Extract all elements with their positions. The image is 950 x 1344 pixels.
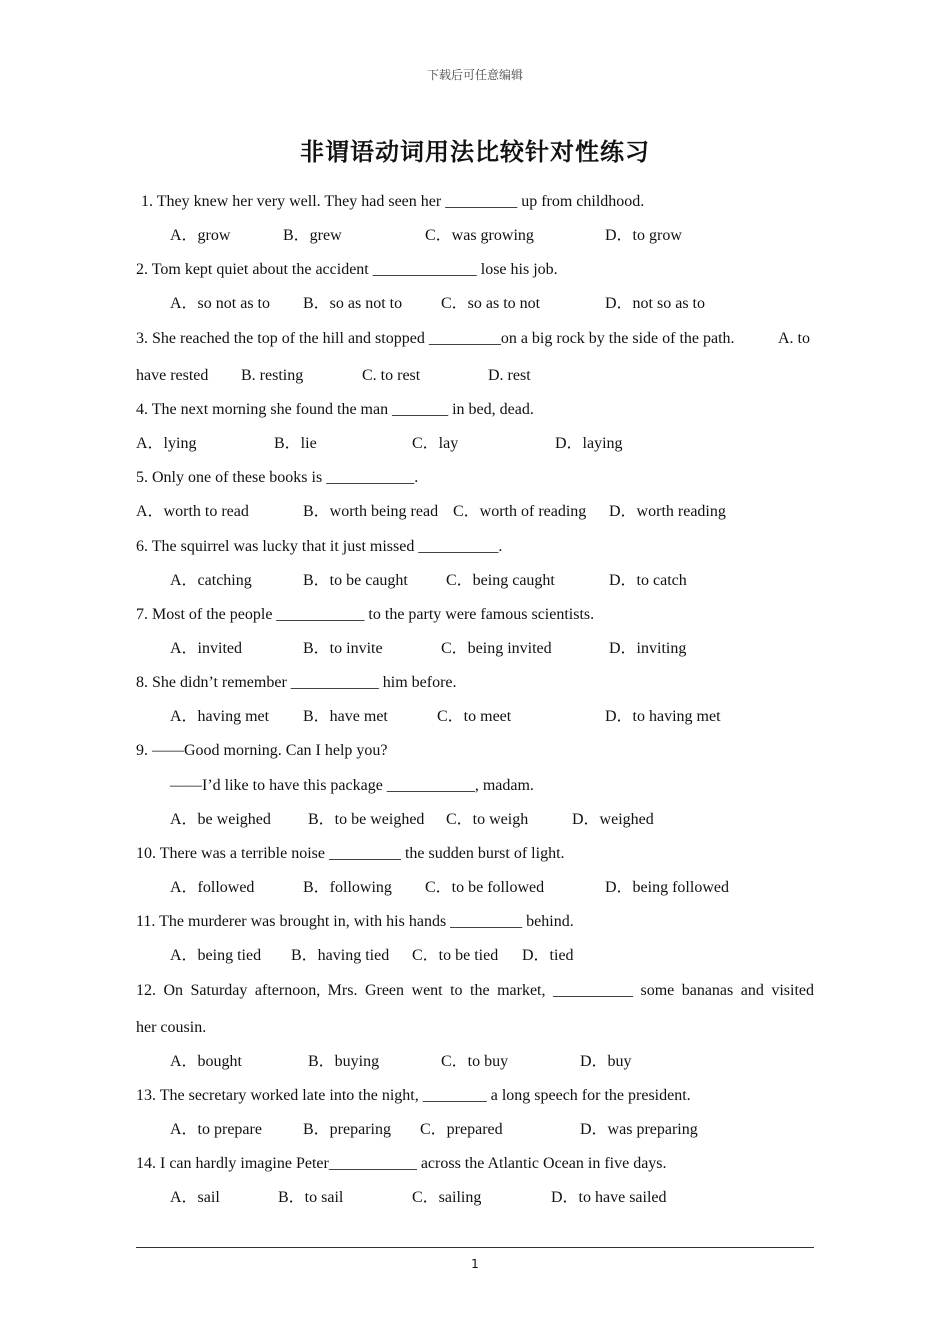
question-2-option-d: D．not so as to — [605, 295, 706, 312]
question-2-stem: 2. Tom kept quiet about the accident _____________ lose his job. — [136, 261, 558, 278]
question-12-option-a: A．bought — [170, 1053, 243, 1070]
question-12-option-c: C．to buy — [441, 1053, 509, 1070]
question-7-option-c: C．being invited — [441, 640, 552, 657]
question-8-option-b: B．have met — [303, 708, 388, 725]
question-2-option-a: A．so not as to — [170, 295, 271, 312]
question-10-option-a: A．followed — [170, 879, 255, 896]
question-7-stem: 7. Most of the people ___________ to the party were famous scientists. — [136, 606, 595, 623]
footer-divider — [136, 1247, 814, 1248]
question-10-option-b: B．following — [303, 879, 392, 896]
question-5-option-d: D．worth reading — [609, 503, 726, 520]
question-4-stem: 4. The next morning she found the man _______ in bed, dead. — [136, 401, 534, 418]
question-7-option-b: B．to invite — [303, 640, 383, 657]
question-11-stem: 11. The murderer was brought in, with his hands _________ behind. — [136, 913, 574, 930]
question-13-option-c: C．prepared — [420, 1121, 503, 1138]
question-1-option-a: A．grow — [170, 227, 231, 244]
page-number: 1 — [471, 1257, 479, 1271]
question-8-option-a: A．having met — [170, 708, 270, 725]
question-10-stem: 10. There was a terrible noise _________ the sudden burst of light. — [136, 845, 565, 862]
question-11-option-a: A．being tied — [170, 947, 262, 964]
question-11-option-c: C．to be tied — [412, 947, 499, 964]
question-9-option-c: C．to weigh — [446, 811, 529, 828]
question-14-option-a: A．sail — [170, 1189, 220, 1206]
question-6-option-d: D．to catch — [609, 572, 687, 589]
question-8-option-d: D．to having met — [605, 708, 721, 725]
question-14-option-b: B．to sail — [278, 1189, 344, 1206]
question-12-option-d: D．buy — [580, 1053, 632, 1070]
question-10-option-c: C．to be followed — [425, 879, 545, 896]
question-10-option-d: D．being followed — [605, 879, 729, 896]
question-7-option-a: A．invited — [170, 640, 242, 657]
question-5-stem: 5. Only one of these books is ___________. — [136, 469, 419, 486]
question-6-option-a: A．catching — [170, 572, 252, 589]
question-11-option-d: D．tied — [522, 947, 574, 964]
question-4-option-b: B．lie — [274, 435, 317, 452]
question-5-option-c: C．worth of reading — [453, 503, 587, 520]
question-1-stem: 1. They knew her very well. They had seen her _________ up from childhood. — [141, 193, 645, 210]
question-3-stem: 3. She reached the top of the hill and stopped _________on a big rock by the side of the path. — [136, 330, 735, 347]
question-9-option-d: D．weighed — [572, 811, 654, 828]
question-12-option-b: B．buying — [308, 1053, 380, 1070]
question-14-stem: 14. I can hardly imagine Peter___________ across the Atlantic Ocean in five days. — [136, 1155, 667, 1172]
question-6-option-c: C．being caught — [446, 572, 555, 589]
question-12-stem: 12. On Saturday afternoon, Mrs. Green went to the market, __________ some bananas and visited — [136, 982, 814, 999]
question-13-option-b: B．preparing — [303, 1121, 391, 1138]
question-12-stem-line-2: her cousin. — [136, 1019, 207, 1036]
question-3-option-a: have rested — [136, 367, 209, 384]
question-7-option-d: D．inviting — [609, 640, 687, 657]
question-3-option-b: B. resting — [241, 367, 304, 384]
question-4-option-a: A．lying — [136, 435, 197, 452]
question-3-option-d: D. rest — [488, 367, 531, 384]
question-9-stem-line-2: ——I’d like to have this package ___________, madam. — [170, 777, 534, 794]
question-11-option-b: B．having tied — [291, 947, 390, 964]
question-3-option-a-label: A. to — [778, 330, 810, 347]
page-title: 非谓语动词用法比较针对性练习 — [300, 138, 650, 166]
header-note: 下载后可任意编辑 — [426, 68, 523, 82]
question-4-option-d: D．laying — [555, 435, 623, 452]
question-1-option-b: B．grew — [283, 227, 342, 244]
question-6-option-b: B．to be caught — [303, 572, 408, 589]
question-9-option-b: B．to be weighed — [308, 811, 425, 828]
question-4-option-c: C．lay — [412, 435, 459, 452]
question-13-option-a: A．to prepare — [170, 1121, 262, 1138]
question-14-option-d: D．to have sailed — [551, 1189, 667, 1206]
question-1-option-c: C．was growing — [425, 227, 534, 244]
question-14-option-c: C．sailing — [412, 1189, 482, 1206]
question-13-option-d: D．was preparing — [580, 1121, 698, 1138]
question-5-option-b: B．worth being read — [303, 503, 439, 520]
question-8-stem: 8. She didn’t remember ___________ him before. — [136, 674, 457, 691]
question-8-option-c: C．to meet — [437, 708, 512, 725]
question-2-option-b: B．so as not to — [303, 295, 403, 312]
question-5-option-a: A．worth to read — [136, 503, 249, 520]
question-6-stem: 6. The squirrel was lucky that it just missed __________. — [136, 538, 503, 555]
question-13-stem: 13. The secretary worked late into the night, ________ a long speech for the president. — [136, 1087, 691, 1104]
question-3-option-c: C. to rest — [362, 367, 421, 384]
question-2-option-c: C．so as to not — [441, 295, 541, 312]
question-9-stem: 9. ——Good morning. Can I help you? — [136, 742, 388, 759]
question-1-option-d: D．to grow — [605, 227, 682, 244]
question-9-option-a: A．be weighed — [170, 811, 271, 828]
